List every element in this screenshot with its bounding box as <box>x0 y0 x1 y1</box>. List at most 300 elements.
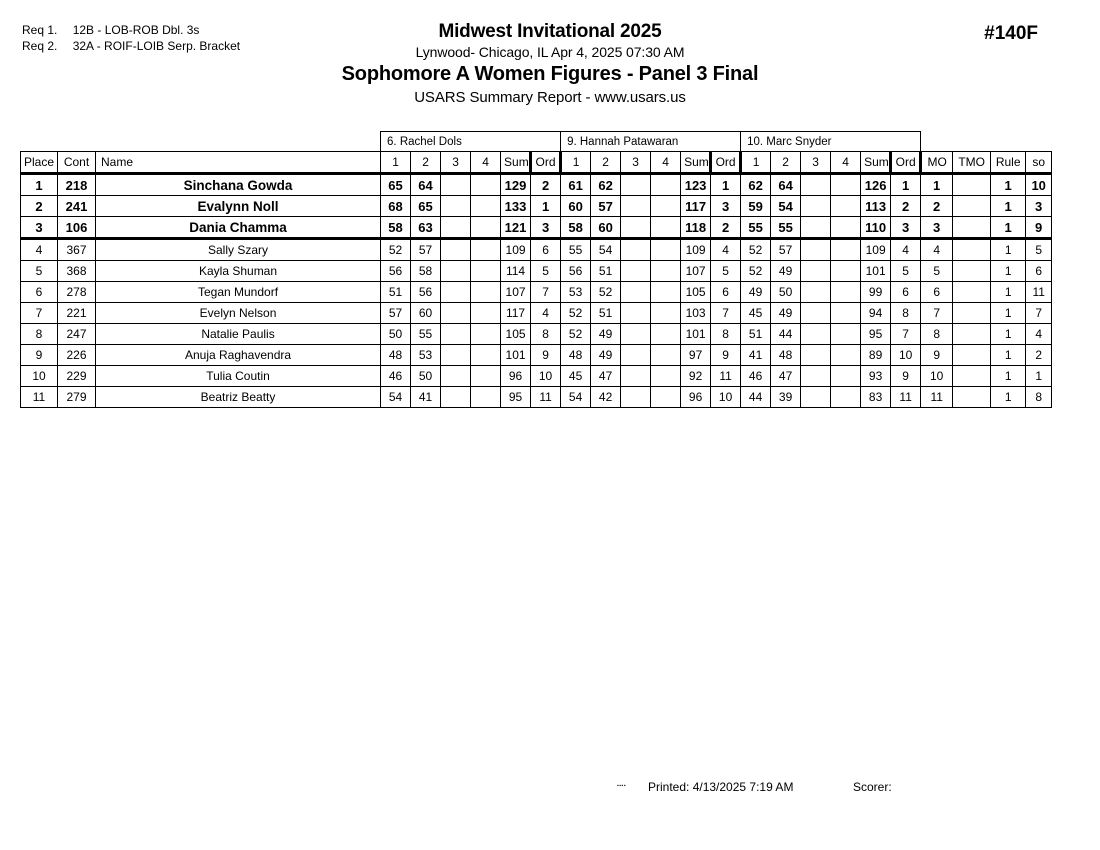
cell-j2-ord: 1 <box>711 174 741 196</box>
footer-scorer-label: Scorer: <box>853 780 892 794</box>
cell-so: 9 <box>1026 217 1052 239</box>
cell-mo: 6 <box>921 282 953 303</box>
cell-j1-fig3 <box>441 261 471 282</box>
cell-j1-ord: 11 <box>531 387 561 408</box>
col-header-j1-ord: Ord <box>531 152 561 174</box>
cell-j1-fig4 <box>471 239 501 261</box>
col-header-name: Name <box>96 152 381 174</box>
cell-contestant-number: 226 <box>58 345 96 366</box>
cell-tmo <box>953 345 991 366</box>
cell-j3-ord: 10 <box>891 345 921 366</box>
cell-contestant-number: 278 <box>58 282 96 303</box>
col-header-j2-fig2: 2 <box>591 152 621 174</box>
judge-band-spacer-right <box>921 132 1052 152</box>
cell-j1-fig4 <box>471 345 501 366</box>
cell-j1-fig2: 60 <box>411 303 441 324</box>
cell-skater-name: Evelyn Nelson <box>96 303 381 324</box>
requirement-label: Req <box>22 39 45 53</box>
cell-j2-fig1: 58 <box>561 217 591 239</box>
cell-contestant-number: 106 <box>58 217 96 239</box>
cell-j2-ord: 7 <box>711 303 741 324</box>
cell-so: 11 <box>1026 282 1052 303</box>
cell-j3-fig2: 39 <box>771 387 801 408</box>
cell-tmo <box>953 261 991 282</box>
cell-j2-ord: 11 <box>711 366 741 387</box>
cell-place: 1 <box>21 174 58 196</box>
cell-tmo <box>953 239 991 261</box>
cell-mo: 9 <box>921 345 953 366</box>
cell-j3-sum: 94 <box>861 303 891 324</box>
col-header-j1-fig4: 4 <box>471 152 501 174</box>
cell-tmo <box>953 366 991 387</box>
table-row <box>21 324 1052 345</box>
table-row <box>21 345 1052 366</box>
col-header-mo: MO <box>921 152 953 174</box>
cell-j1-fig1: 54 <box>381 387 411 408</box>
cell-j2-fig1: 52 <box>561 324 591 345</box>
cell-j3-sum: 101 <box>861 261 891 282</box>
cell-j2-sum: 117 <box>681 196 711 217</box>
cell-mo: 7 <box>921 303 953 324</box>
cell-j3-sum: 110 <box>861 217 891 239</box>
cell-j3-fig2: 47 <box>771 366 801 387</box>
cell-j1-fig4 <box>471 282 501 303</box>
cell-rule: 1 <box>991 217 1026 239</box>
cell-tmo <box>953 282 991 303</box>
cell-j2-fig3 <box>621 239 651 261</box>
cell-j1-fig4 <box>471 366 501 387</box>
cell-j1-fig2: 58 <box>411 261 441 282</box>
cell-j3-fig2: 44 <box>771 324 801 345</box>
cell-j1-sum: 117 <box>501 303 531 324</box>
cell-j2-fig4 <box>651 174 681 196</box>
cell-skater-name: Tegan Mundorf <box>96 282 381 303</box>
footer-mark: ▪▪▪▪ <box>617 783 627 789</box>
cell-j3-fig1: 44 <box>741 387 771 408</box>
judge-band-row <box>21 132 1052 152</box>
cell-j2-sum: 101 <box>681 324 711 345</box>
cell-j2-fig3 <box>621 282 651 303</box>
cell-j1-fig3 <box>441 282 471 303</box>
table-header-row <box>21 152 1052 174</box>
cell-place: 3 <box>21 217 58 239</box>
cell-so: 5 <box>1026 239 1052 261</box>
cell-j2-fig4 <box>651 217 681 239</box>
cell-rule: 1 <box>991 282 1026 303</box>
cell-rule: 1 <box>991 196 1026 217</box>
cell-j1-ord: 1 <box>531 196 561 217</box>
cell-j3-sum: 99 <box>861 282 891 303</box>
report-org-line: USARS Summary Report - www.usars.us <box>414 89 686 106</box>
cell-rule: 1 <box>991 345 1026 366</box>
cell-j2-sum: 105 <box>681 282 711 303</box>
cell-j1-sum: 121 <box>501 217 531 239</box>
cell-rule: 1 <box>991 366 1026 387</box>
col-header-j2-fig4: 4 <box>651 152 681 174</box>
results-table-wrapper <box>20 131 1046 408</box>
table-row <box>21 196 1052 217</box>
cell-contestant-number: 218 <box>58 174 96 196</box>
col-header-j3-fig2: 2 <box>771 152 801 174</box>
col-header-j1-sum: Sum <box>501 152 531 174</box>
cell-j1-fig1: 68 <box>381 196 411 217</box>
cell-j3-fig4 <box>831 196 861 217</box>
cell-j1-fig4 <box>471 303 501 324</box>
requirement-text: 32A - ROIF-LOIB Serp. Bracket <box>72 39 241 53</box>
cell-j2-fig4 <box>651 239 681 261</box>
cell-skater-name: Anuja Raghavendra <box>96 345 381 366</box>
cell-j1-sum: 105 <box>501 324 531 345</box>
event-title: Midwest Invitational 2025 <box>438 21 662 42</box>
cell-j2-fig1: 56 <box>561 261 591 282</box>
col-header-j1-fig2: 2 <box>411 152 441 174</box>
cell-tmo <box>953 303 991 324</box>
cell-j3-fig2: 54 <box>771 196 801 217</box>
cell-j1-ord: 4 <box>531 303 561 324</box>
cell-j2-fig1: 52 <box>561 303 591 324</box>
cell-j3-fig2: 49 <box>771 261 801 282</box>
judge-band-spacer <box>21 132 381 152</box>
cell-j1-fig3 <box>441 303 471 324</box>
col-header-j3-ord: Ord <box>891 152 921 174</box>
cell-j3-fig4 <box>831 217 861 239</box>
col-header-place: Place <box>21 152 58 174</box>
cell-mo: 8 <box>921 324 953 345</box>
col-header-j1-fig3: 3 <box>441 152 471 174</box>
cell-j2-sum: 96 <box>681 387 711 408</box>
cell-skater-name: Kayla Shuman <box>96 261 381 282</box>
col-header-rule: Rule <box>991 152 1026 174</box>
cell-j3-fig3 <box>801 282 831 303</box>
cell-j1-fig4 <box>471 387 501 408</box>
cell-j3-fig1: 49 <box>741 282 771 303</box>
cell-j3-ord: 11 <box>891 387 921 408</box>
requirement-number: 2. <box>47 39 58 53</box>
cell-j3-fig3 <box>801 239 831 261</box>
cell-j2-fig3 <box>621 324 651 345</box>
cell-j2-fig2: 51 <box>591 303 621 324</box>
cell-mo: 1 <box>921 174 953 196</box>
cell-j3-sum: 83 <box>861 387 891 408</box>
table-row <box>21 282 1052 303</box>
cell-j1-fig4 <box>471 196 501 217</box>
cell-j2-fig2: 57 <box>591 196 621 217</box>
col-header-j1-fig1: 1 <box>381 152 411 174</box>
col-header-j3-fig1: 1 <box>741 152 771 174</box>
cell-j3-fig1: 46 <box>741 366 771 387</box>
cell-j2-sum: 123 <box>681 174 711 196</box>
cell-rule: 1 <box>991 387 1026 408</box>
cell-j3-fig3 <box>801 303 831 324</box>
col-header-j2-ord: Ord <box>711 152 741 174</box>
cell-j3-ord: 9 <box>891 366 921 387</box>
cell-mo: 5 <box>921 261 953 282</box>
cell-skater-name: Tulia Coutin <box>96 366 381 387</box>
cell-j1-ord: 8 <box>531 324 561 345</box>
cell-j1-fig3 <box>441 174 471 196</box>
cell-rule: 1 <box>991 261 1026 282</box>
cell-j2-sum: 109 <box>681 239 711 261</box>
cell-j1-sum: 96 <box>501 366 531 387</box>
cell-j2-fig1: 54 <box>561 387 591 408</box>
cell-mo: 3 <box>921 217 953 239</box>
cell-tmo <box>953 387 991 408</box>
cell-place: 11 <box>21 387 58 408</box>
cell-j1-sum: 107 <box>501 282 531 303</box>
cell-j2-ord: 4 <box>711 239 741 261</box>
cell-j3-fig3 <box>801 174 831 196</box>
cell-rule: 1 <box>991 303 1026 324</box>
requirement-label: Req <box>22 23 45 37</box>
cell-skater-name: Natalie Paulis <box>96 324 381 345</box>
cell-j2-fig3 <box>621 387 651 408</box>
cell-rule: 1 <box>991 174 1026 196</box>
cell-j1-ord: 2 <box>531 174 561 196</box>
cell-j3-fig1: 52 <box>741 239 771 261</box>
cell-mo: 4 <box>921 239 953 261</box>
cell-j3-fig2: 57 <box>771 239 801 261</box>
cell-j2-fig4 <box>651 303 681 324</box>
cell-j1-fig2: 57 <box>411 239 441 261</box>
cell-j1-fig2: 65 <box>411 196 441 217</box>
cell-j2-fig2: 49 <box>591 345 621 366</box>
cell-j2-sum: 92 <box>681 366 711 387</box>
col-header-j3-sum: Sum <box>861 152 891 174</box>
cell-j1-ord: 7 <box>531 282 561 303</box>
cell-j3-fig4 <box>831 345 861 366</box>
cell-j3-ord: 7 <box>891 324 921 345</box>
judge-header-2: 9. Hannah Patawaran <box>561 132 741 152</box>
cell-j3-fig1: 55 <box>741 217 771 239</box>
cell-place: 6 <box>21 282 58 303</box>
cell-j3-fig2: 55 <box>771 217 801 239</box>
cell-j3-fig1: 52 <box>741 261 771 282</box>
cell-j2-ord: 10 <box>711 387 741 408</box>
cell-j3-ord: 6 <box>891 282 921 303</box>
cell-j2-fig2: 51 <box>591 261 621 282</box>
cell-j1-fig2: 50 <box>411 366 441 387</box>
cell-j2-sum: 107 <box>681 261 711 282</box>
cell-tmo <box>953 174 991 196</box>
results-table <box>20 131 1052 408</box>
cell-j3-sum: 93 <box>861 366 891 387</box>
table-row <box>21 261 1052 282</box>
cell-j1-fig2: 55 <box>411 324 441 345</box>
cell-skater-name: Evalynn Noll <box>96 196 381 217</box>
cell-skater-name: Sinchana Gowda <box>96 174 381 196</box>
cell-j3-fig1: 45 <box>741 303 771 324</box>
requirement-text: 12B - LOB-ROB Dbl. 3s <box>72 23 200 37</box>
table-row <box>21 387 1052 408</box>
cell-j3-fig2: 64 <box>771 174 801 196</box>
cell-j2-fig2: 52 <box>591 282 621 303</box>
cell-so: 7 <box>1026 303 1052 324</box>
cell-j2-fig4 <box>651 324 681 345</box>
cell-place: 5 <box>21 261 58 282</box>
cell-so: 4 <box>1026 324 1052 345</box>
col-header-tmo: TMO <box>953 152 991 174</box>
table-row <box>21 174 1052 196</box>
cell-j2-fig2: 62 <box>591 174 621 196</box>
cell-j1-fig2: 41 <box>411 387 441 408</box>
cell-so: 8 <box>1026 387 1052 408</box>
judge-header-3: 10. Marc Snyder <box>741 132 921 152</box>
cell-place: 2 <box>21 196 58 217</box>
cell-j3-ord: 1 <box>891 174 921 196</box>
cell-j2-fig3 <box>621 261 651 282</box>
cell-j1-ord: 3 <box>531 217 561 239</box>
cell-j1-fig4 <box>471 174 501 196</box>
col-header-cont: Cont <box>58 152 96 174</box>
cell-contestant-number: 367 <box>58 239 96 261</box>
footer-printed-timestamp: Printed: 4/13/2025 7:19 AM <box>648 780 794 794</box>
cell-j2-fig1: 53 <box>561 282 591 303</box>
cell-j1-fig2: 63 <box>411 217 441 239</box>
cell-place: 9 <box>21 345 58 366</box>
cell-j3-fig1: 59 <box>741 196 771 217</box>
table-row <box>21 366 1052 387</box>
cell-j3-fig4 <box>831 303 861 324</box>
sheet-id: #140F <box>984 23 1038 44</box>
cell-j1-ord: 10 <box>531 366 561 387</box>
cell-j1-ord: 6 <box>531 239 561 261</box>
cell-j1-fig3 <box>441 387 471 408</box>
cell-j2-fig1: 61 <box>561 174 591 196</box>
cell-j3-fig3 <box>801 261 831 282</box>
cell-j3-sum: 95 <box>861 324 891 345</box>
cell-j2-fig3 <box>621 217 651 239</box>
cell-contestant-number: 229 <box>58 366 96 387</box>
cell-j1-sum: 129 <box>501 174 531 196</box>
cell-j3-fig4 <box>831 282 861 303</box>
cell-j1-fig3 <box>441 217 471 239</box>
cell-j3-fig3 <box>801 366 831 387</box>
cell-j3-fig4 <box>831 387 861 408</box>
cell-j3-sum: 109 <box>861 239 891 261</box>
cell-j2-fig2: 54 <box>591 239 621 261</box>
cell-j3-fig3 <box>801 324 831 345</box>
cell-j1-sum: 133 <box>501 196 531 217</box>
cell-j1-fig1: 56 <box>381 261 411 282</box>
cell-j1-ord: 9 <box>531 345 561 366</box>
cell-j2-fig1: 60 <box>561 196 591 217</box>
cell-j1-fig1: 50 <box>381 324 411 345</box>
cell-j2-ord: 5 <box>711 261 741 282</box>
cell-j3-sum: 113 <box>861 196 891 217</box>
cell-j3-fig4 <box>831 261 861 282</box>
cell-j1-ord: 5 <box>531 261 561 282</box>
cell-place: 7 <box>21 303 58 324</box>
cell-j2-fig2: 49 <box>591 324 621 345</box>
cell-j2-fig4 <box>651 387 681 408</box>
cell-j2-fig1: 55 <box>561 239 591 261</box>
cell-mo: 10 <box>921 366 953 387</box>
cell-j3-fig3 <box>801 387 831 408</box>
cell-j3-ord: 5 <box>891 261 921 282</box>
table-row <box>21 239 1052 261</box>
cell-j1-sum: 114 <box>501 261 531 282</box>
cell-j1-fig2: 56 <box>411 282 441 303</box>
cell-j2-ord: 8 <box>711 324 741 345</box>
cell-j2-sum: 97 <box>681 345 711 366</box>
cell-contestant-number: 368 <box>58 261 96 282</box>
cell-j3-fig4 <box>831 239 861 261</box>
cell-j3-ord: 2 <box>891 196 921 217</box>
cell-j3-fig3 <box>801 345 831 366</box>
cell-tmo <box>953 217 991 239</box>
cell-j2-fig3 <box>621 196 651 217</box>
cell-j2-fig3 <box>621 174 651 196</box>
col-header-j3-fig4: 4 <box>831 152 861 174</box>
cell-j1-fig1: 57 <box>381 303 411 324</box>
requirement-number: 1. <box>47 23 58 37</box>
cell-contestant-number: 247 <box>58 324 96 345</box>
cell-j2-sum: 103 <box>681 303 711 324</box>
cell-j1-sum: 109 <box>501 239 531 261</box>
cell-j2-ord: 3 <box>711 196 741 217</box>
cell-rule: 1 <box>991 239 1026 261</box>
cell-j2-ord: 6 <box>711 282 741 303</box>
cell-so: 3 <box>1026 196 1052 217</box>
cell-rule: 1 <box>991 324 1026 345</box>
cell-j2-ord: 9 <box>711 345 741 366</box>
cell-j2-fig4 <box>651 345 681 366</box>
cell-j2-fig3 <box>621 303 651 324</box>
cell-j3-fig2: 50 <box>771 282 801 303</box>
cell-j3-fig4 <box>831 324 861 345</box>
cell-j1-sum: 95 <box>501 387 531 408</box>
cell-skater-name: Sally Szary <box>96 239 381 261</box>
event-venue-datetime: Lynwood- Chicago, IL Apr 4, 2025 07:30 AM <box>415 44 685 60</box>
cell-j2-sum: 118 <box>681 217 711 239</box>
cell-so: 1 <box>1026 366 1052 387</box>
cell-j1-fig1: 51 <box>381 282 411 303</box>
cell-mo: 11 <box>921 387 953 408</box>
cell-contestant-number: 241 <box>58 196 96 217</box>
cell-j2-fig1: 48 <box>561 345 591 366</box>
cell-j3-fig1: 62 <box>741 174 771 196</box>
cell-j3-fig3 <box>801 196 831 217</box>
col-header-j3-fig3: 3 <box>801 152 831 174</box>
cell-j2-fig4 <box>651 366 681 387</box>
cell-j1-fig3 <box>441 345 471 366</box>
cell-j3-ord: 4 <box>891 239 921 261</box>
cell-j1-fig1: 58 <box>381 217 411 239</box>
cell-j2-ord: 2 <box>711 217 741 239</box>
cell-j1-fig1: 65 <box>381 174 411 196</box>
cell-skater-name: Dania Chamma <box>96 217 381 239</box>
cell-j2-fig2: 60 <box>591 217 621 239</box>
cell-j1-fig1: 48 <box>381 345 411 366</box>
col-header-j2-fig3: 3 <box>621 152 651 174</box>
cell-j1-fig3 <box>441 324 471 345</box>
cell-contestant-number: 221 <box>58 303 96 324</box>
cell-j2-fig3 <box>621 345 651 366</box>
cell-j2-fig4 <box>651 196 681 217</box>
cell-j1-fig1: 46 <box>381 366 411 387</box>
cell-j3-fig2: 49 <box>771 303 801 324</box>
cell-j1-fig3 <box>441 196 471 217</box>
col-header-so: so <box>1026 152 1052 174</box>
cell-j1-fig4 <box>471 324 501 345</box>
cell-contestant-number: 279 <box>58 387 96 408</box>
cell-j3-fig4 <box>831 174 861 196</box>
judge-header-1: 6. Rachel Dols <box>381 132 561 152</box>
cell-j2-fig2: 42 <box>591 387 621 408</box>
cell-j3-fig4 <box>831 366 861 387</box>
table-row <box>21 217 1052 239</box>
cell-place: 8 <box>21 324 58 345</box>
